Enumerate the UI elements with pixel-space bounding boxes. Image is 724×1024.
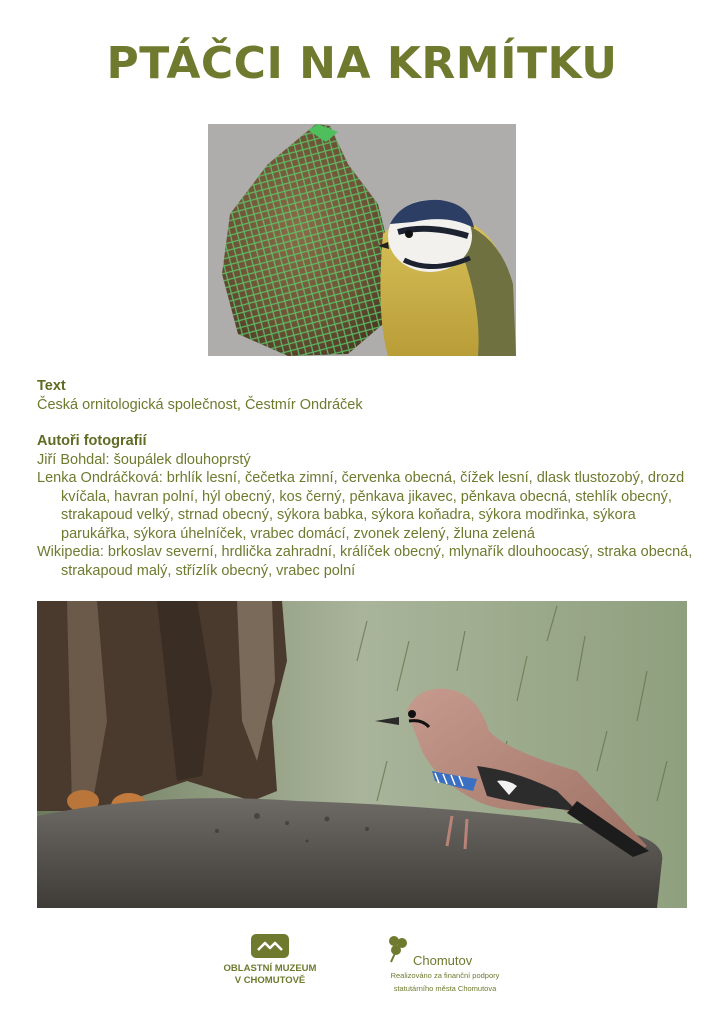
chomutov-logo-block (385, 934, 505, 994)
credits-block (37, 377, 697, 580)
city-name: Chomutov (413, 953, 473, 968)
museum-name-line2: V CHOMUTOVĚ (234, 975, 306, 986)
support-line2: statutárního města Chomutova (393, 984, 497, 993)
chomutov-clover-icon (385, 933, 411, 968)
photographer-entry: Lenka Ondráčková: brhlík lesní, čečetka zimní, červenka obecná, čížek lesní, dlask tlustozobý, drozd kvíčala, havran polní, hýl obecný, kos černý, pěnkava jikavec, pěnkava obecná, stehlík obecný, strakapoud velký, strnad obecný, sýkora babka, sýkora koňadra, sýkora modřinka, sýkora parukářka, sýkora úhelníček, vrabec domácí, zvonek zelený, žluna zelená (37, 470, 685, 542)
museum-name-line1: OBLASTNÍ MUZEUM (223, 963, 317, 974)
text-author: Česká ornitologická společnost, Čestmír Ondráček (37, 396, 363, 413)
support-line1: Realizováno za finanční podpory (390, 971, 500, 980)
museum-logo-icon (251, 934, 289, 958)
page-title: PTÁČCI NA KRMÍTKU (106, 38, 618, 89)
photographer-entry: Jiří Bohdal: šoupálek dlouhoprstý (37, 451, 251, 468)
museum-logo-block (223, 934, 317, 987)
jay-bird-photo (37, 601, 687, 908)
photo-authors-heading: Autoři fotografií (37, 433, 147, 449)
text-heading: Text (37, 378, 66, 394)
blue-tit-feeder-photo (208, 124, 516, 356)
photographer-entry: Wikipedia: brkoslav severní, hrdlička zahradní, králíček obecný, mlynařík dlouhoocasý, straka obecná, strakapoud malý, střízlík obecný, vrabec polní (37, 544, 693, 579)
